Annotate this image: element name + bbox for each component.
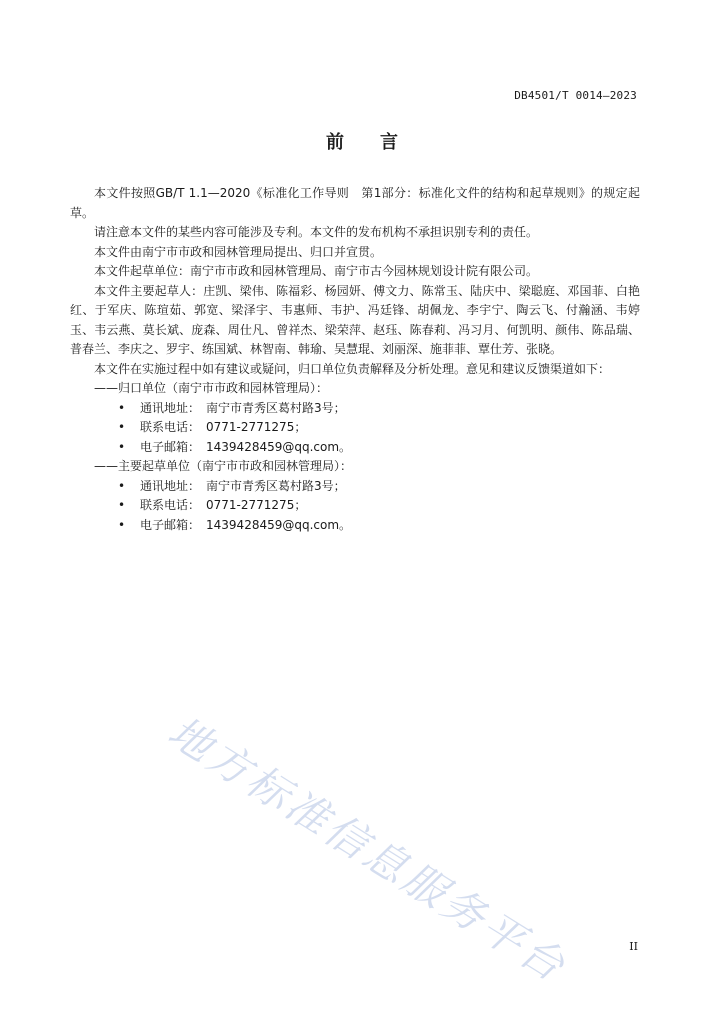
item-label: 联系电话： [140, 498, 201, 512]
bullet-icon: • [118, 420, 126, 434]
item-value-phone: 0771-2771275； [206, 420, 307, 434]
paragraph-drafters: 本文件主要起草人：庄凯、梁伟、陈福彩、杨园妍、傅文力、陈常玉、陆庆中、梁聪庭、邓国菲、白艳红、于军庆、陈瑄茹、郭宽、梁泽宇、韦惠师、韦护、冯廷锋、胡佩龙、李宇宁、陶云飞、付瀚涵、韦婷玉、韦云燕、莫长斌、庞森、周仕凡、曾祥杰、梁荣萍、赵珏、陈春莉、冯习月、何凯明、颜伟、陈品瑞、普春兰、李庆之、罗宇、练国斌、林智南、韩瑜、吴慧琨、刘丽深、施菲菲、覃仕芳、张晓。 [70, 283, 640, 356]
paragraph-proposer: 本文件由南宁市市政和园林管理局提出、归口并宣贯。 [94, 244, 383, 259]
item-label: 电子邮箱： [140, 517, 201, 532]
list-item [70, 418, 640, 438]
bullet-icon: • [118, 517, 126, 532]
item-label: 联系电话： [140, 420, 201, 434]
item-label: 通讯地址： [140, 400, 201, 415]
list-item [70, 399, 640, 419]
page-number: II [629, 940, 638, 953]
item-label: 通讯地址： [140, 478, 201, 493]
paragraph-drafting-basis: 本文件按照GB/T 1.1—2020《标准化工作导则 第1部分：标准化文件的结构和起草规则》的规定起草。 [70, 186, 640, 220]
page-title: 前 言 [326, 132, 398, 153]
standard-code: DB4501/T 0014—2023 [514, 89, 637, 102]
item-value-address: 南宁市青秀区葛村路3号； [206, 400, 346, 415]
section-heading-drafting-unit: ——主要起草单位（南宁市市政和园林管理局）： [94, 459, 353, 473]
bullet-icon: • [118, 400, 126, 415]
bullet-icon: • [118, 439, 126, 454]
paragraph-feedback: 本文件在实施过程中如有建议或疑问，归口单位负责解释及分析处理。意见和建议反馈渠道如下： [94, 361, 611, 376]
list-item [70, 516, 640, 536]
list-item [70, 477, 640, 497]
watermark: 地方标准信息服务平台 [159, 706, 576, 993]
list-item [70, 438, 640, 458]
item-value-email: 1439428459@qq.com。 [206, 517, 352, 532]
paragraph-drafting-units: 本文件起草单位：南宁市市政和园林管理局、南宁市古今园林规划设计院有限公司。 [94, 264, 539, 278]
item-value-phone: 0771-2771275； [206, 498, 307, 512]
item-label: 电子邮箱： [140, 439, 201, 454]
section-heading-responsible-unit: ——归口单位（南宁市市政和园林管理局）： [94, 381, 329, 395]
bullet-icon: • [118, 498, 126, 512]
bullet-icon: • [118, 478, 126, 493]
list-item [70, 496, 640, 516]
foreword-body [70, 184, 640, 535]
item-value-address: 南宁市青秀区葛村路3号； [206, 478, 346, 493]
paragraph-patent-notice: 请注意本文件的某些内容可能涉及专利。本文件的发布机构不承担识别专利的责任。 [94, 225, 539, 239]
item-value-email: 1439428459@qq.com。 [206, 439, 352, 454]
